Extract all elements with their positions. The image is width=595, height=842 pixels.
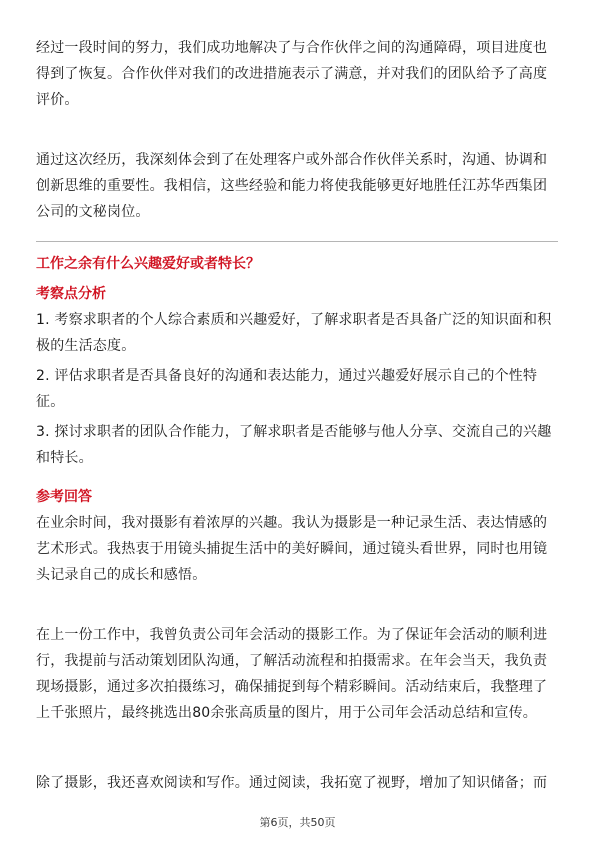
- body-paragraph-2: 通过这次经历，我深刻体会到了在处理客户或外部合作伙伴关系时，沟通、协调和创新思维的重要性。我相信，这些经验和能力将使我能够更好地胜任江苏华西集团公司的文秘岗位。: [36, 152, 548, 220]
- answer-label: 参考回答: [36, 489, 92, 505]
- analysis-label: 考察点分析: [36, 286, 106, 302]
- answer-paragraph-2: 在上一份工作中，我曾负责公司年会活动的摄影工作。为了保证年会活动的顺利进行，我提前与活动策划团队沟通，了解活动流程和拍摄需求。在年会当天，我负责现场摄影，通过多次拍摄练习，确保捕捉到每个精彩瞬间。活动结束后，我整理了上千张照片，最终挑选出80余张高质量的图片，用于公司年会活动总结和宣传。: [36, 627, 548, 721]
- analysis-item: 3. 探讨求职者的团队合作能力，了解求职者是否能够与他人分享、交流自己的兴趣和特长。: [36, 424, 552, 466]
- analysis-item: 2. 评估求职者是否具备良好的沟通和表达能力，通过兴趣爱好展示自己的个性特征。: [36, 368, 538, 410]
- question-title: 工作之余有什么兴趣爱好或者特长？: [36, 256, 260, 272]
- section-divider: [36, 241, 558, 242]
- analysis-item: 1. 考察求职者的个人综合素质和兴趣爱好，了解求职者是否具备广泛的知识面和积极的生活态度。: [36, 312, 552, 354]
- body-paragraph-1: 经过一段时间的努力，我们成功地解决了与合作伙伴之间的沟通障碍，项目进度也得到了恢复。合作伙伴对我们的改进措施表示了满意，并对我们的团队给予了高度评价。: [36, 40, 548, 108]
- page-number: 第6页，共50页: [259, 816, 336, 829]
- answer-paragraph-3: 除了摄影，我还喜欢阅读和写作。通过阅读，我拓宽了视野，增加了知识储备；而: [36, 775, 548, 791]
- answer-paragraph-1: 在业余时间，我对摄影有着浓厚的兴趣。我认为摄影是一种记录生活、表达情感的艺术形式。我热衷于用镜头捕捉生活中的美好瞬间，通过镜头看世界，同时也用镜头记录自己的成长和感悟。: [36, 515, 548, 583]
- analysis-list: [36, 307, 558, 471]
